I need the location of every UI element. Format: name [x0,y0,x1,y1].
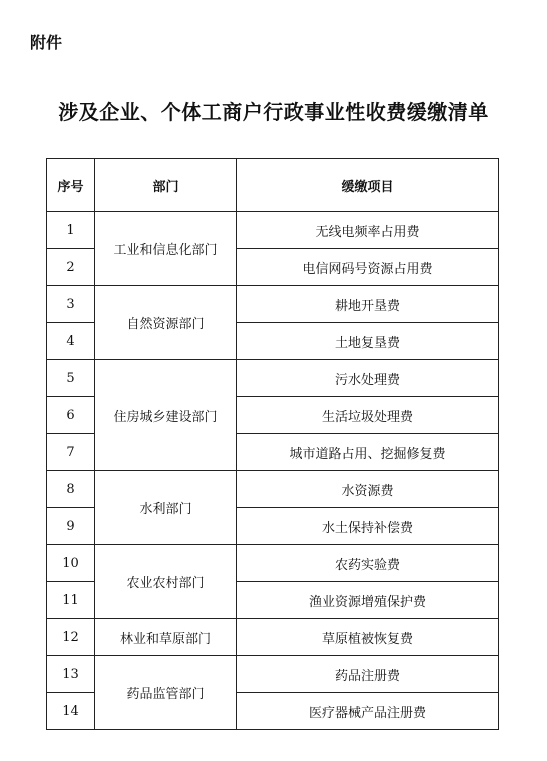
serial-number: 4 [47,323,95,360]
fee-deferral-table [46,158,499,730]
table-row [47,212,499,249]
fee-item: 耕地开垦费 [237,286,499,323]
serial-number: 2 [47,249,95,286]
department-cell: 自然资源部门 [95,286,237,360]
table-row [47,360,499,397]
table-row [47,656,499,693]
fee-item: 水土保持补偿费 [237,508,499,545]
serial-number: 10 [47,545,95,582]
table-header-row [47,159,499,212]
fee-item: 水资源费 [237,471,499,508]
fee-item: 污水处理费 [237,360,499,397]
fee-item: 生活垃圾处理费 [237,397,499,434]
table-row [47,545,499,582]
attachment-label: 附件 [30,33,63,52]
serial-number: 11 [47,582,95,619]
fee-item: 医疗器械产品注册费 [237,693,499,730]
department-cell: 药品监管部门 [95,656,237,730]
serial-number: 6 [47,397,95,434]
header-deferred-item: 缓缴项目 [237,159,499,212]
department-cell: 工业和信息化部门 [95,212,237,286]
serial-number: 13 [47,656,95,693]
serial-number: 5 [47,360,95,397]
department-cell: 水利部门 [95,471,237,545]
serial-number: 9 [47,508,95,545]
fee-item: 无线电频率占用费 [237,212,499,249]
serial-number: 14 [47,693,95,730]
table-row [47,286,499,323]
header-department: 部门 [95,159,237,212]
table-row [47,619,499,656]
fee-item: 药品注册费 [237,656,499,693]
page-title: 涉及企业、个体工商户行政事业性收费缓缴清单 [58,100,489,124]
fee-item: 土地复垦费 [237,323,499,360]
fee-item: 渔业资源增殖保护费 [237,582,499,619]
serial-number: 1 [47,212,95,249]
department-cell: 林业和草原部门 [95,619,237,656]
fee-item: 电信网码号资源占用费 [237,249,499,286]
header-serial-number: 序号 [47,159,95,212]
serial-number: 12 [47,619,95,656]
fee-item: 城市道路占用、挖掘修复费 [237,434,499,471]
fee-item: 草原植被恢复费 [237,619,499,656]
department-cell: 住房城乡建设部门 [95,360,237,471]
serial-number: 7 [47,434,95,471]
department-cell: 农业农村部门 [95,545,237,619]
serial-number: 8 [47,471,95,508]
serial-number: 3 [47,286,95,323]
fee-item: 农药实验费 [237,545,499,582]
table-row [47,471,499,508]
